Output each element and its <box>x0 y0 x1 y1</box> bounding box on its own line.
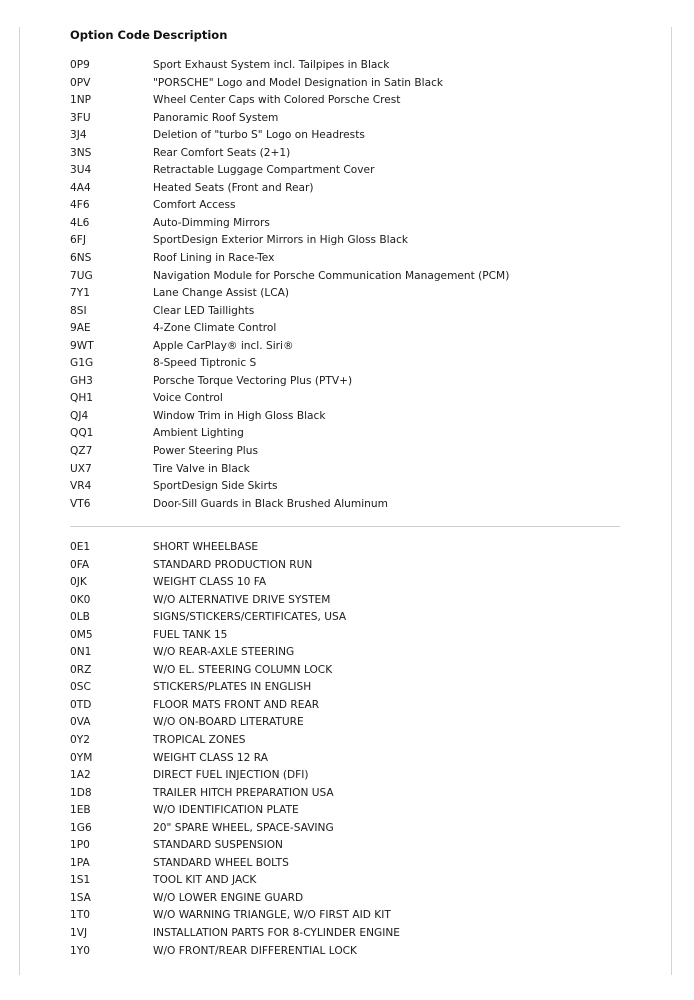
option-code: 9WT <box>70 339 94 352</box>
option-description: Panoramic Roof System <box>153 111 279 124</box>
option-code: QH1 <box>70 392 94 405</box>
option-code: 0M5 <box>70 628 93 641</box>
option-description: W/O LOWER ENGINE GUARD <box>153 891 304 904</box>
option-code: 1EB <box>70 804 91 817</box>
option-code: 7Y1 <box>70 287 90 300</box>
option-code: 1T0 <box>70 909 90 922</box>
option-code: 0N1 <box>70 646 92 659</box>
option-code: 0SC <box>70 681 91 694</box>
option-code: 0E1 <box>70 541 91 553</box>
section-divider <box>70 526 620 527</box>
option-description: "PORSCHE" Logo and Model Designation in Satin Black <box>153 76 444 89</box>
option-description: Roof Lining in Race-Tex <box>153 252 275 265</box>
description-header: Description <box>153 28 228 42</box>
option-description: Rear Comfort Seats (2+1) <box>153 146 291 159</box>
option-description: WEIGHT CLASS 10 FA <box>153 576 267 589</box>
option-code: GH3 <box>70 374 93 387</box>
option-code: 6NS <box>70 252 92 265</box>
option-code: 0P9 <box>70 59 90 71</box>
option-description: TRAILER HITCH PREPARATION USA <box>153 786 334 799</box>
option-description: Comfort Access <box>153 199 236 212</box>
option-description: WEIGHT CLASS 12 RA <box>153 751 268 764</box>
option-code: 6FJ <box>70 234 86 247</box>
option-code: QZ7 <box>70 445 93 458</box>
option-code: G1G <box>70 357 94 370</box>
option-code: 0YM <box>70 751 93 764</box>
option-description: Apple CarPlay® incl. Siri® <box>153 339 294 352</box>
option-description: Clear LED Taillights <box>153 304 255 317</box>
option-description: Sport Exhaust System incl. Tailpipes in Black <box>153 59 390 71</box>
option-code: 3J4 <box>70 129 87 142</box>
option-code: 0PV <box>70 76 91 89</box>
option-code: 3FU <box>70 111 91 124</box>
option-description: W/O WARNING TRIANGLE, W/O FIRST AID KIT <box>153 909 391 922</box>
option-description: Ambient Lighting <box>153 427 244 440</box>
option-description: Retractable Luggage Compartment Cover <box>153 164 375 177</box>
option-description: TROPICAL ZONES <box>153 734 246 747</box>
option-code: VT6 <box>70 497 91 510</box>
option-code-header: Option Code <box>70 28 150 42</box>
option-code: 8SI <box>70 304 87 317</box>
option-code: 3NS <box>70 146 92 159</box>
option-code: 9AE <box>70 322 91 335</box>
option-description: SIGNS/STICKERS/CERTIFICATES, USA <box>153 611 347 624</box>
option-description: Voice Control <box>153 392 223 405</box>
option-code: 0K0 <box>70 593 91 606</box>
option-code: 0LB <box>70 611 90 624</box>
option-description: STANDARD SUSPENSION <box>153 839 283 852</box>
option-description: W/O EL. STEERING COLUMN LOCK <box>153 663 333 676</box>
option-code: 1S1 <box>70 874 91 887</box>
option-description: Navigation Module for Porsche Communication Management (PCM) <box>153 269 510 282</box>
option-code: 1SA <box>70 891 91 904</box>
option-description: W/O REAR-AXLE STEERING <box>153 646 295 659</box>
option-code: 1A2 <box>70 769 91 782</box>
option-code: 1G6 <box>70 821 92 834</box>
option-description: INSTALLATION PARTS FOR 8-CYLINDER ENGINE <box>153 927 400 940</box>
option-code: 4F6 <box>70 199 90 212</box>
option-description: 4-Zone Climate Control <box>153 322 277 335</box>
option-description: FUEL TANK 15 <box>153 628 228 641</box>
option-description: SportDesign Exterior Mirrors in High Gloss Black <box>153 234 409 247</box>
option-description: Window Trim in High Gloss Black <box>153 409 326 422</box>
option-description: Wheel Center Caps with Colored Porsche Crest <box>153 94 401 107</box>
option-description: W/O FRONT/REAR DIFFERENTIAL LOCK <box>153 944 357 957</box>
option-description: Porsche Torque Vectoring Plus (PTV+) <box>153 374 353 387</box>
option-code: 1PA <box>70 856 90 869</box>
option-code: 1D8 <box>70 786 92 799</box>
option-description: Heated Seats (Front and Rear) <box>153 181 314 194</box>
option-code: 0RZ <box>70 663 92 676</box>
option-description: TOOL KIT AND JACK <box>153 874 257 887</box>
option-code: VR4 <box>70 480 92 493</box>
option-code: 1P0 <box>70 839 90 852</box>
option-description: Auto-Dimming Mirrors <box>153 216 270 229</box>
option-description: 8-Speed Tiptronic S <box>153 357 257 370</box>
option-code: UX7 <box>70 462 92 475</box>
option-description: W/O IDENTIFICATION PLATE <box>153 804 299 817</box>
option-description: Power Steering Plus <box>153 445 258 458</box>
option-description: Tire Valve in Black <box>153 462 250 475</box>
option-code: 0Y2 <box>70 734 90 747</box>
option-description: 20" SPARE WHEEL, SPACE-SAVING <box>153 821 334 834</box>
option-code: 1VJ <box>70 927 88 940</box>
option-description: FLOOR MATS FRONT AND REAR <box>153 698 320 711</box>
option-code: 0FA <box>70 558 90 571</box>
option-description: Door-Sill Guards in Black Brushed Aluminum <box>153 497 388 510</box>
option-code: 4L6 <box>70 216 90 229</box>
option-description: SHORT WHEELBASE <box>153 541 259 553</box>
option-description: Deletion of "turbo S" Logo on Headrests <box>153 129 365 142</box>
option-description: STANDARD WHEEL BOLTS <box>153 856 289 869</box>
option-description: STANDARD PRODUCTION RUN <box>153 558 313 571</box>
option-code: QJ4 <box>70 409 89 422</box>
option-code: 4A4 <box>70 181 91 194</box>
option-code: QQ1 <box>70 427 94 440</box>
option-code: 7UG <box>70 269 93 282</box>
option-code: 3U4 <box>70 164 92 177</box>
option-code: 0JK <box>70 576 87 589</box>
option-code: 1Y0 <box>70 944 90 957</box>
option-description: SportDesign Side Skirts <box>153 480 278 493</box>
option-description: Lane Change Assist (LCA) <box>153 287 290 300</box>
option-code: 1NP <box>70 94 92 107</box>
option-code: 0TD <box>70 698 92 711</box>
option-description: W/O ALTERNATIVE DRIVE SYSTEM <box>153 593 331 606</box>
option-description: DIRECT FUEL INJECTION (DFI) <box>153 769 309 782</box>
option-description: STICKERS/PLATES IN ENGLISH <box>153 681 312 694</box>
option-code: 0VA <box>70 716 91 729</box>
option-description: W/O ON-BOARD LITERATURE <box>153 716 304 729</box>
